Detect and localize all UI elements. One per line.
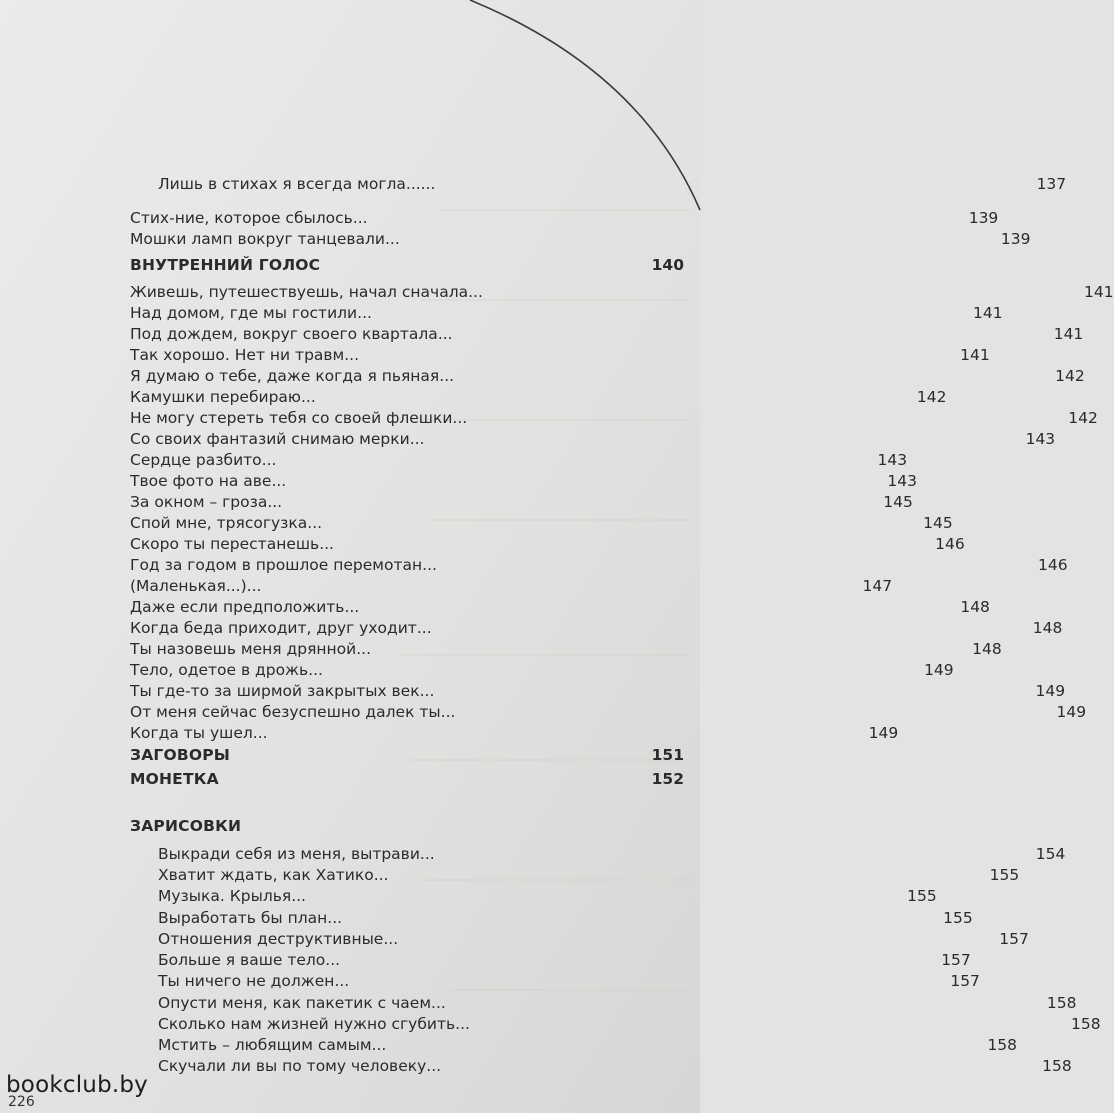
toc-page-number: 141 [960,346,990,364]
toc-entry [158,865,1020,885]
toc-entry [158,950,971,970]
toc-leader-dots: ... [344,598,360,616]
toc-page-number: 158 [1042,1057,1072,1075]
toc-leader-dots: ... [356,640,372,658]
toc-leader-dots: ... [357,304,372,322]
toc-page-number: 158 [987,1036,1018,1054]
toc-leader-dots: ... [271,472,287,490]
watermark: bookclub.by [6,1072,148,1098]
toc-entry [130,345,990,365]
toc-leader-dots: ... [409,430,425,448]
toc-entry [158,1014,1101,1034]
toc-page-number: 143 [877,451,908,469]
toc-entry [130,639,1002,659]
toc-entry [130,229,1031,249]
toc-leader-dots: ... [325,951,341,969]
toc-leader-dots: ... [327,909,343,927]
toc-leader-dots: ... [452,409,468,427]
toc-entry-title: Тело, одетое в дрожь [130,661,309,679]
toc-entry-title: Ты ничего не должен [158,972,335,990]
toc-page-number: 149 [1035,682,1066,700]
toc-entry-title: Скучали ли вы по тому человеку [158,1057,427,1075]
toc-page-number: 155 [907,887,937,905]
toc-entry-title: Музыка. Крылья [158,887,292,905]
toc-page-number: 149 [1056,703,1087,721]
toc-entry-title: Когда ты ушел [130,724,253,742]
toc-page-number: 157 [999,930,1029,948]
toc-page-number: 148 [1032,619,1063,637]
toc-leader-dots: ... [300,388,316,406]
toc-page-number: 143 [887,472,917,490]
toc-leader-dots: ... [344,346,360,364]
toc-leader-dots: ... [373,866,389,884]
toc-page-number: 147 [862,577,893,595]
toc-entry [130,492,913,512]
toc-page-number: 146 [1038,556,1068,574]
toc-entry [130,282,1114,302]
toc-entry-title: Сердце разбито [130,451,262,469]
toc-entry-title: Со своих фантазий снимаю мерки [130,430,410,448]
toc-page-number: 148 [960,598,990,616]
toc-leader-dots: ... [422,556,437,574]
toc-entry [130,576,893,596]
toc-leader-dots: ... [426,1057,442,1075]
toc-leader-dots: ... [420,175,436,193]
toc-leader-dots: ... [261,451,277,469]
toc-page-number: 155 [943,909,973,927]
toc-entry-title: Выработать бы план [158,909,328,927]
toc-entry-title: За окном – гроза [130,493,268,511]
toc-section [130,745,684,765]
toc-entry [130,366,1085,386]
toc-leader-dots: ... [385,230,400,248]
toc-entry-title: Ты где-то за ширмой закрытых век [130,682,420,700]
toc-entry-title: Опусти меня, как пакетик с чаем [158,994,432,1012]
toc-entry-title: МОНЕТКА [130,770,219,788]
toc-page-number: 145 [923,514,953,532]
toc-entry [130,723,899,743]
toc-page-number: 139 [968,209,999,227]
page-number: 226 [8,1094,35,1110]
toc-leader-dots: ... [416,619,432,637]
toc-page-number: 158 [1071,1015,1101,1033]
toc-leader-dots: ... [431,994,446,1012]
toc-page-number: 142 [916,388,947,406]
toc-entry [158,844,1066,864]
toc-page-number: 154 [1035,845,1066,863]
toc-entry [158,929,1029,949]
toc-entry-title: Мстить – любящим самым [158,1036,372,1054]
toc-page-number: 149 [868,724,899,742]
toc-entry-title: Год за годом в прошлое перемотан [130,556,423,574]
toc-leader-dots: ... [267,493,283,511]
toc-entry [130,597,990,617]
toc-entry [130,408,1098,428]
toc-entry-title: Когда беда приходит, друг уходит [130,619,417,637]
toc-entry-title: Под дождем, вокруг своего квартала [130,325,438,343]
toc-section [130,816,684,836]
toc-page-number: 155 [989,866,1020,884]
toc-entry-title: Отношения деструктивные [158,930,384,948]
toc-leader-dots: ... [371,1036,387,1054]
toc-entry-title: Скоро ты перестанешь [130,535,320,553]
toc-page-number: 151 [651,746,684,764]
toc-entry-title: (Маленькая...) [130,577,247,595]
toc-entry [158,908,973,928]
toc-entry [130,534,965,554]
toc-leader-dots: ... [319,535,334,553]
toc-entry [158,174,1067,194]
toc-entry [130,429,1056,449]
toc-leader-dots: ... [291,887,306,905]
toc-page-number: 158 [1046,994,1077,1012]
toc-page-number: 146 [935,535,965,553]
toc-leader-dots: ... [383,930,399,948]
toc-entry [130,471,917,491]
toc-leader-dots: ... [439,367,455,385]
toc-entry-title: ЗАРИСОВКИ [130,817,242,835]
toc-entry-title: Так хорошо. Нет ни травм [130,346,345,364]
toc-entry-title: Спой мне, трясогузка [130,514,308,532]
toc-entry-title: Ты назовешь меня дрянной [130,640,357,658]
toc-entry [130,618,1063,638]
toc-entry [130,702,1087,722]
toc-leader-dots: ... [440,703,456,721]
toc-entry-title: Я думаю о тебе, даже когда я пьяная [130,367,440,385]
toc-entry [158,1035,1018,1055]
toc-entry-title: Стих-ние, которое сбылось [130,209,353,227]
toc-entry [130,450,908,470]
toc-entry-title: ВНУТРЕННИЙ ГОЛОС [130,256,321,274]
toc-entry [130,303,1003,323]
toc-entry-title: Лишь в стихах я всегда могла... [158,175,421,193]
toc-page-number: 139 [1000,230,1031,248]
toc-page-number: 142 [1068,409,1098,427]
toc-leader-dots: ... [334,972,350,990]
toc-entry [158,993,1077,1013]
toc-entry [130,387,947,407]
toc-entry [130,681,1066,701]
toc-entry-title: Мошки ламп вокруг танцевали [130,230,385,248]
toc-leader-dots: ... [455,1015,470,1033]
toc-leader-dots: ... [437,325,453,343]
toc-page-number: 145 [883,493,913,511]
toc-page-number: 141 [1084,283,1114,301]
toc-entry [158,886,937,906]
toc-entry-title: Хватит ждать, как Хатико [158,866,374,884]
toc-entry [130,660,954,680]
toc-page-number: 143 [1025,430,1056,448]
toc-entry [130,513,953,533]
toc-leader-dots: ... [308,661,323,679]
toc-section [130,769,684,789]
toc-leader-dots: ... [419,682,435,700]
toc-entry [158,1056,1072,1076]
toc-page-number: 137 [1036,175,1067,193]
toc-leader-dots: ... [246,577,262,595]
toc-entry-title: Не могу стереть тебя со своей флешки [130,409,453,427]
toc-page-number: 149 [924,661,954,679]
toc-page-number: 142 [1055,367,1085,385]
toc-entry-title: Даже если предположить [130,598,345,616]
toc-entry-title: Твое фото на аве [130,472,272,490]
toc-entry-title: Сколько нам жизней нужно сгубить [158,1015,456,1033]
toc-entry [158,971,980,991]
toc-page-number: 141 [1053,325,1084,343]
toc-page-number: 141 [973,304,1003,322]
toc-leader-dots: ... [352,209,368,227]
toc-entry-title: Выкради себя из меня, вытрави [158,845,420,863]
toc-entry [130,324,1084,344]
toc-leader-dots: ... [252,724,268,742]
toc-entry-title: ЗАГОВОРЫ [130,746,231,764]
toc-leader-dots: ... [307,514,323,532]
toc-page-number: 152 [651,770,684,788]
toc-entry-title: Над домом, где мы гостили [130,304,358,322]
toc-section [130,255,684,275]
toc-entry-title: Камушки перебираю [130,388,301,406]
toc-leader-dots: ... [468,283,483,301]
toc-entry [130,208,999,228]
toc-leader-dots: ... [419,845,435,863]
toc-page-number: 140 [651,256,684,274]
toc-page-number: 148 [972,640,1002,658]
toc-page-number: 157 [950,972,980,990]
toc-entry [130,555,1068,575]
toc-entry-title: Больше я ваше тело [158,951,326,969]
toc-entry-title: От меня сейчас безуспешно далек ты [130,703,441,721]
toc-page-number: 157 [941,951,971,969]
toc-entry-title: Живешь, путешествуешь, начал сначала [130,283,469,301]
